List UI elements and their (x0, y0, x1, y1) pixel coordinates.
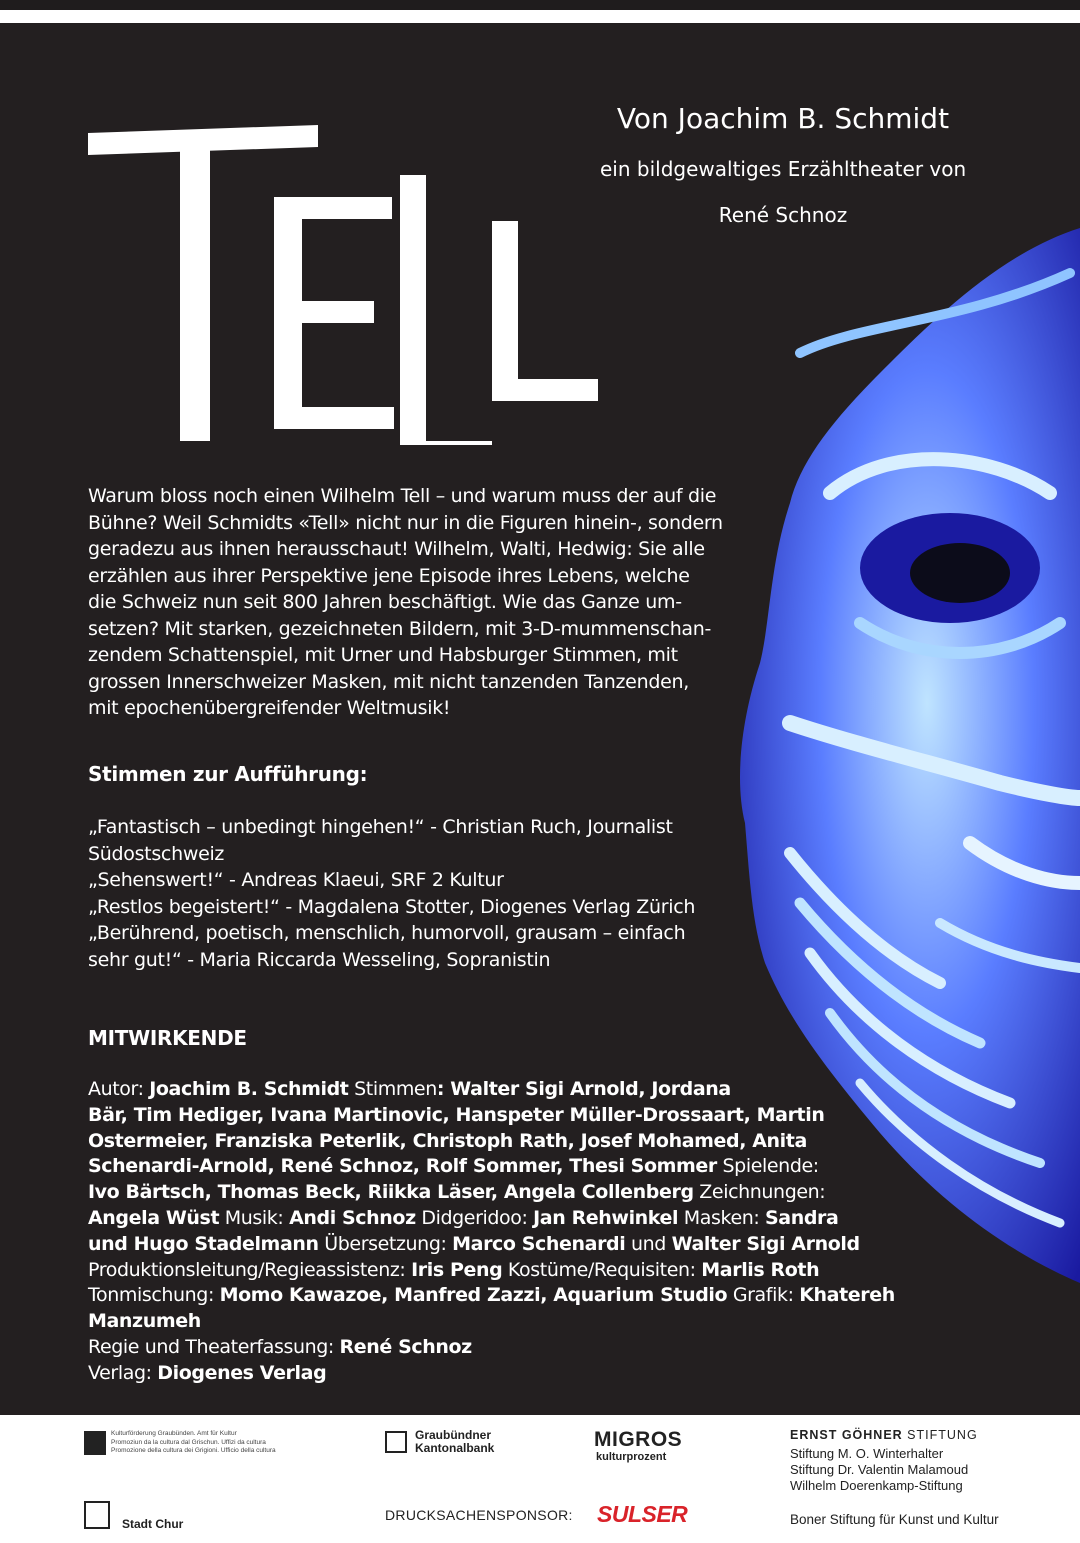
intro-line: grossen Innerschweizer Masken, mit nicht tanzenden Tanzenden, (88, 670, 689, 693)
credits-line: Autor: Joachim B. Schmidt Stimmen: Walter Sigi Arnold, Jordana (88, 1078, 731, 1100)
quote-line: „Sehenswert!“ - Andreas Klaeui, SRF 2 Kultur (88, 869, 504, 891)
subtitle-line-2: René Schnoz (718, 203, 848, 227)
subtitle-line-1: ein bildgewaltiges Erzähltheater von (600, 157, 967, 181)
credits-line: Ivo Bärtsch, Thomas Beck, Riikka Läser, Angela Collenberg Zeichnungen: (88, 1181, 826, 1204)
intro-line: erzählen aus ihrer Perspektive jene Episode ihres Lebens, welche (88, 564, 690, 587)
credits-line: Regie und Theaterfassung: René Schnoz (88, 1335, 472, 1358)
gkb-text: Graubündner Kantonalbank (415, 1428, 495, 1455)
poster (0, 23, 1080, 1415)
mitwirkende-heading: MITWIRKENDE (88, 1026, 247, 1050)
intro-line: Bühne? Weil Schmidts «Tell» nicht nur in die Figuren hinein-, sondern (88, 511, 723, 534)
intro-line: setzen? Mit starken, gezeichneten Bildern, mit 3-D-mummenschan- (88, 617, 712, 640)
credits-line: Ostermeier, Franziska Peterlik, Christoph Rath, Josef Mohamed, Anita (88, 1129, 807, 1152)
intro-line: zendem Schattenspiel, mit Urner und Habsburger Stimmen, mit (88, 644, 678, 666)
graubuenden-crest-icon (84, 1431, 106, 1455)
credits-line: Bär, Tim Hediger, Ivana Martinovic, Hanspeter Müller-Drossaart, Martin (88, 1103, 825, 1126)
quote-line: „Berührend, poetisch, menschlich, humorvoll, grausam – einfach (88, 922, 686, 944)
goehner-logo: ERNST GÖHNER STIFTUNG (790, 1428, 978, 1442)
credits-line: Angela Wüst Musik: Andi Schnoz Didgeridoo: Jan Rehwinkel Masken: Sandra (88, 1206, 839, 1229)
quote-line: Südostschweiz (88, 842, 225, 865)
sulser-logo: SULSER (597, 1501, 688, 1527)
tell-logo (88, 105, 598, 445)
migros-subtitle: kulturprozent (596, 1451, 667, 1463)
stadt-chur-crest-icon (84, 1501, 110, 1529)
graubuenden-text: Kulturförderung Graubünden. Amt für Kultur Promoziun da la cultura dal Grischun. Uffizi da cultura Promozione della cultura dei Grigioni. Ufficio della cultura (111, 1430, 276, 1454)
intro-paragraph (88, 483, 778, 722)
stadt-chur-label: Stadt Chur (122, 1517, 184, 1531)
intro-line: Warum bloss noch einen Wilhelm Tell – und warum muss der auf die (88, 485, 717, 507)
credits-line: und Hugo Stadelmann Übersetzung: Marco Schenardi und Walter Sigi Arnold (88, 1232, 860, 1255)
intro-line: mit epochenübergreifender Weltmusik! (88, 697, 451, 719)
quotes-list (88, 814, 728, 973)
credits-line: Tonmischung: Momo Kawazoe, Manfred Zazzi, Aquarium Studio Grafik: Khatereh Manzumeh (88, 1284, 895, 1333)
credits-line: Produktionsleitung/Regieassistenz: Iris Peng Kostüme/Requisiten: Marlis Roth (88, 1258, 820, 1281)
intro-line: die Schweiz nun seit 800 Jahren beschäftigt. Wie das Ganze um- (88, 591, 682, 613)
sponsor-strip (0, 1415, 1080, 1543)
quote-line: sehr gut!“ - Maria Riccarda Wesseling, Sopranistin (88, 948, 551, 971)
author-line: Von Joachim B. Schmidt (616, 102, 950, 135)
credits-block (88, 1077, 1008, 1387)
drucksachensponsor-label: DRUCKSACHENSPONSOR: (385, 1507, 573, 1523)
gkb-logo-icon (385, 1431, 407, 1453)
tell-logo-label: TELL (88, 105, 91, 106)
boner-stiftung: Boner Stiftung für Kunst und Kultur (790, 1512, 999, 1527)
credits-line: Verlag: Diogenes Verlag (88, 1361, 327, 1384)
stimmen-heading: Stimmen zur Aufführung: (88, 762, 368, 786)
quote-line: „Fantastisch – unbedingt hingehen!“ - Christian Ruch, Journalist (88, 816, 673, 838)
top-bar (0, 0, 1080, 10)
quote-line: „Restlos begeistert!“ - Magdalena Stotter, Diogenes Verlag Zürich (88, 895, 696, 918)
intro-line: geradezu aus ihnen herausschaut! Wilhelm, Walti, Hedwig: Sie alle (88, 538, 705, 560)
stiftungen-list: Stiftung M. O. Winterhalter Stiftung Dr. Valentin Malamoud Wilhelm Doerenkamp-Stiftung (790, 1446, 969, 1493)
credits-line: Schenardi-Arnold, René Schnoz, Rolf Sommer, Thesi Sommer Spielende: (88, 1155, 819, 1178)
migros-logo: MIGROS (594, 1428, 683, 1451)
